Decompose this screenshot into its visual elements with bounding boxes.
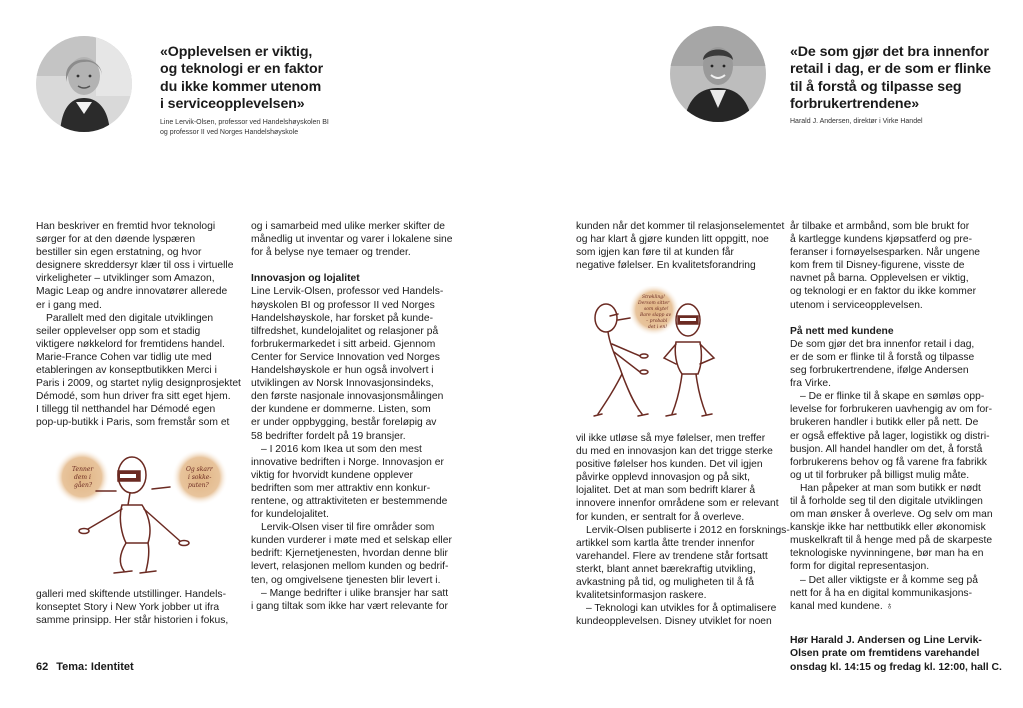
body-column-1-continued [36, 588, 228, 627]
body-text-line: månedlig ut inventar og varer i lokalene sine [251, 234, 453, 246]
event-note-line: Hør Harald J. Andersen og Line Lervik- [790, 635, 982, 646]
svg-text:dem i: dem i [74, 474, 91, 481]
pull-quote-right [790, 44, 991, 114]
pull-quote-left [160, 44, 323, 114]
body-text-line: bedriften som mer attraktiv enn konkur- [251, 482, 431, 494]
body-text-line: Han påpeker at man som butikk er nødt [800, 482, 981, 494]
body-text-line: etableringen av konseptbutikken Merci i [36, 365, 217, 377]
body-text-line: busjon. All handel handler om det, å forstå [790, 443, 983, 455]
body-text-line: år tilbake et armbånd, som ble brukt for [790, 221, 970, 232]
body-text-line: om man ønsker å overleve. Og selv om man [790, 509, 993, 521]
svg-text:Dersom sitter: Dersom sitter [638, 301, 670, 306]
body-column-1 [36, 220, 241, 430]
svg-text:som skyte!: som skyte! [644, 307, 669, 312]
body-text-line: forbrukerens behov og få varene fra fabrikk [790, 456, 987, 468]
body-text-line: galleri med skiftende utstillinger. Handels- [36, 589, 227, 600]
portrait-line-lervik-olsen [36, 36, 132, 132]
body-text-line: form for digital representasjon. [790, 561, 930, 573]
body-text-line: bedrift: Kjernetjenesten, hvordan denne blir [251, 548, 448, 560]
body-text-line: den første nasjonale innovasjonsmålingen [251, 391, 444, 403]
body-text-line: er de som er flinke til å forstå og tilpasse [790, 351, 975, 363]
caption-line: og professor II ved Norges Handelshøyskole [160, 129, 299, 136]
body-text-line: kunden når det kommer til relasjonselementet [576, 221, 785, 232]
body-text-line: positive følelser hos kunden. Det vil igjen [576, 459, 763, 471]
svg-text:det i en!: det i en! [648, 325, 668, 330]
body-text-line: sørger for at den døende lyspæren [36, 234, 196, 246]
body-text-line: Handelshøyskole er hun også involvert i [251, 365, 434, 377]
body-column-3-top [576, 220, 784, 272]
event-note-line: Olsen prate om fremtidens varehandel [790, 648, 980, 660]
page-number: 62 [36, 661, 49, 673]
body-text-line: ten, og omgivelsene tjenesten blir levert i. [251, 574, 441, 586]
pull-quote-line: forbrukertrendene» [790, 96, 920, 113]
body-text-line: påvirke opplevd innovasjon og på sikt, [576, 472, 751, 484]
body-text-line: kunden vurderer i møte med et selskap eller [251, 535, 452, 547]
body-text-line: for kundelojalitet. [251, 509, 329, 521]
body-text-line: seiler opplevelser opp som et stadig [36, 325, 201, 337]
body-text-line: og teknologi er en faktor du ikke kommer [790, 286, 977, 298]
paragraph-gap [251, 259, 452, 272]
body-text-line: kom frem til Disney-figurene, visste de [790, 260, 965, 272]
svg-text:puten?: puten? [188, 482, 209, 489]
body-text-line: avkastning på tid, og muligheten til å få [576, 577, 755, 589]
body-text-line: Handelshøyskole, har forsket på kunde- [251, 312, 434, 324]
body-text-line: – I 2016 kom Ikea ut som den mest [261, 443, 422, 455]
body-text-line: Magic Leap og andre innovatører allerede [36, 286, 228, 298]
section-heading: Innovasjon og lojalitet [251, 273, 360, 285]
body-text-line: vil ikke utløse så mye følelser, men treffer [576, 433, 766, 444]
illustration-vr-man [52, 447, 232, 575]
svg-text:i sokke-: i sokke- [188, 474, 212, 481]
body-text-line: Marie-France Cohen var tidlig ute med [36, 351, 212, 363]
body-text-line: Lervik-Olsen publiserte i 2012 en forsknings- [586, 524, 790, 536]
body-text-line: Paris i 2009, og startet nylig designprosjektet [36, 378, 241, 390]
body-text-line: er også effektive på lager, logistikk og distri- [790, 430, 990, 442]
body-text-line: og har klart å gjøre kunden litt oppgitt, noe [576, 234, 769, 246]
body-text-line: innovative bedriften i Norge. Innovasjon er [251, 456, 444, 468]
pull-quote-line: retail i dag, er de som er flinke [790, 61, 991, 78]
body-text-line: kundeopplevelsen. Disney utviklet for noen [576, 616, 772, 628]
body-text-line: og i samarbeid med ulike merker skifter de [251, 221, 446, 232]
pull-quote-line: i serviceopplevelsen» [160, 96, 305, 113]
body-text-line: virkeligheter – utviklinger som Amazon, [36, 273, 215, 285]
body-text-line: innovere innenfor områdene som er relevant [576, 498, 779, 510]
body-text-line: samme prinsipp. Her står historien i fokus, [36, 615, 229, 627]
body-text-line: kvalitetsinformasjon raskere. [576, 590, 707, 602]
body-text-line: viktigere nøkkelord for fremtidens handel. [36, 338, 225, 350]
body-text-line: levert, relasjonen mellom kunden og bedrif- [251, 561, 449, 573]
body-text-line: høyskolen BI og professor II ved Norges [251, 299, 435, 311]
body-column-3 [576, 432, 790, 628]
body-text-line: seg forbrukertrendene, ifølge Andersen [790, 365, 969, 377]
two-men-vr-illustration-icon [592, 286, 722, 426]
body-text-line: brukeren handler i butikk eller på nett. De [790, 417, 979, 429]
body-text-line: viktig for hvorvidt kundene opplever [251, 469, 413, 481]
svg-text:Tenner: Tenner [72, 466, 94, 473]
body-text-line: muskelkraft til å henge med på de skarpeste [790, 535, 993, 547]
body-text-line: tilfredshet, kundelojalitet og relasjoner på [251, 325, 439, 337]
svg-text:gåen?: gåen? [74, 482, 93, 489]
body-text-line: designere skreddersyr klær til oss i virtuelle [36, 260, 234, 272]
body-text-line: varehandel. Flere av trendene står fortsatt [576, 550, 768, 562]
man-portrait-icon [670, 26, 766, 122]
event-note [790, 634, 1002, 674]
section-heading: På nett med kundene [790, 325, 894, 337]
right-page [512, 0, 1023, 708]
body-text-line: til å forholde seg til den digitale utviklingen [790, 495, 983, 507]
pull-quote-line: «Opplevelsen er viktig, [160, 44, 313, 60]
body-text-line: for å belyse nye temaer og trender. [251, 247, 411, 259]
portrait-harald-andersen [670, 26, 766, 122]
svg-text:Strøkling!: Strøkling! [642, 295, 665, 300]
body-text-line: – Det aller viktigste er å komme seg på [800, 574, 978, 586]
body-text-line: – Mange bedrifter i ulike bransjer har satt [261, 587, 449, 599]
body-text-line: utenom i serviceopplevelsen. [790, 299, 923, 311]
body-text-line: pop-up-butikk i Paris, som fremstår som et [36, 417, 230, 429]
body-text-line: og ut til forbruker på billigst mulig måte. [790, 469, 970, 481]
body-text-line: Center for Service Innovation ved Norges [251, 351, 440, 363]
body-text-line: nett for å ha en digital kommunikasjons- [790, 587, 973, 599]
body-text-line: Han beskriver en fremtid hvor teknologi [36, 221, 216, 232]
quote-caption-right [790, 117, 923, 127]
body-text-line: kanskje ikke har nettbutikk eller økonomisk [790, 522, 986, 534]
body-text-line: der kundene er dommerne. Listen, som [251, 404, 431, 416]
body-text-line: utviklingen av Norsk Innovasjonsindeks, [251, 378, 434, 390]
body-text-line: er under oppbygging, består foreløpig av [251, 417, 437, 429]
svg-text:Bare slapp av: Bare slapp av [640, 313, 672, 318]
body-text-line: Démodé, som hun driver fra sitt eget hjem. [36, 391, 231, 403]
body-text-line: du med en innovasjon kan det trigge sterke [576, 446, 773, 458]
body-text-line: negative følelser. En kvalitetsforandring [576, 260, 756, 272]
body-text-line: Parallelt med den digitale utviklingen [46, 312, 214, 324]
body-text-line: levelse for forbrukeren uavhengig av om for- [790, 404, 993, 416]
body-text-line: rentene, og attraktiviteten er bestemmende [251, 495, 448, 507]
vr-headset-man-illustration-icon [52, 447, 232, 575]
body-text-line: navnet på barna. Opplevelsen er viktig, [790, 273, 969, 285]
paragraph-gap [790, 312, 993, 325]
caption-line: Line Lervik-Olsen, professor ved Handelshøyskolen BI [160, 119, 329, 126]
pull-quote-line: til å forstå og tilpasse seg [790, 78, 962, 95]
body-text-line: kanal med kundene. ♁ [790, 600, 894, 612]
quote-caption-left [160, 118, 329, 138]
woman-portrait-icon [36, 36, 132, 132]
body-text-line: lojalitet. Det at man som bedrift klarer å [576, 485, 756, 497]
body-text-line: I tillegg til netthandel har Démodé egen [36, 404, 216, 416]
caption-line: Harald J. Andersen, direktør i Virke Handel [790, 118, 923, 125]
body-text-line: som igjen kan føre til at kunden får [576, 247, 734, 259]
body-text-line: – Teknologi kan utvikles for å optimalisere [586, 603, 777, 615]
illustration-two-men [592, 286, 722, 426]
body-column-4 [790, 220, 993, 613]
body-text-line: å kartlegge kundens kjøpsatferd og pre- [790, 234, 973, 246]
body-text-line: artikkel som kartla åtte trender innenfor [576, 537, 755, 549]
page-footer [36, 661, 134, 673]
body-text-line: sterkt, blant annet bærekraftig utvikling, [576, 563, 756, 575]
body-text-line: for kunden, er sentralt for å overleve. [576, 511, 745, 523]
event-note-line: onsdag kl. 14:15 og fredag kl. 12:00, hall C. [790, 661, 1002, 673]
body-text-line: De som gjør det bra innenfor retail i dag, [790, 338, 975, 350]
body-text-line: er i gang med. [36, 299, 102, 311]
pull-quote-line: «De som gjør det bra innenfor [790, 44, 989, 60]
pull-quote-line: du ikke kommer utenom [160, 78, 322, 95]
section-title: Tema: Identitet [56, 661, 134, 673]
body-text-line: Lervik-Olsen viser til fire områder som [261, 522, 435, 534]
svg-text:Og skarr: Og skarr [186, 466, 213, 473]
body-text-line: teknologiske nyvinningene, bør man ha en [790, 548, 984, 560]
left-page [0, 0, 511, 708]
body-text-line: fra Virke. [790, 378, 832, 390]
body-text-line: Line Lervik-Olsen, professor ved Handels- [251, 286, 444, 298]
body-text-line: konseptet Story i New York jobber ut ifra [36, 602, 220, 614]
svg-text:– probabl: – probabl [646, 319, 668, 324]
body-text-line: forbrukermarkedet i sitt arbeid. Gjennom [251, 338, 436, 350]
body-text-line: feranser i fornøyelsesparken. Når ungene [790, 247, 981, 259]
body-column-2 [251, 220, 452, 613]
body-text-line: 58 bedrifter fordelt på 19 bransjer. [251, 430, 406, 442]
body-text-line: i gang tiltak som ikke har vært relevante for [251, 600, 448, 612]
body-text-line: – De er flinke til å skape en sømløs opp- [800, 391, 985, 403]
pull-quote-line: og teknologi er en faktor [160, 61, 324, 78]
body-text-line: bestiller sin egen erstatning, og hvor [36, 247, 202, 259]
